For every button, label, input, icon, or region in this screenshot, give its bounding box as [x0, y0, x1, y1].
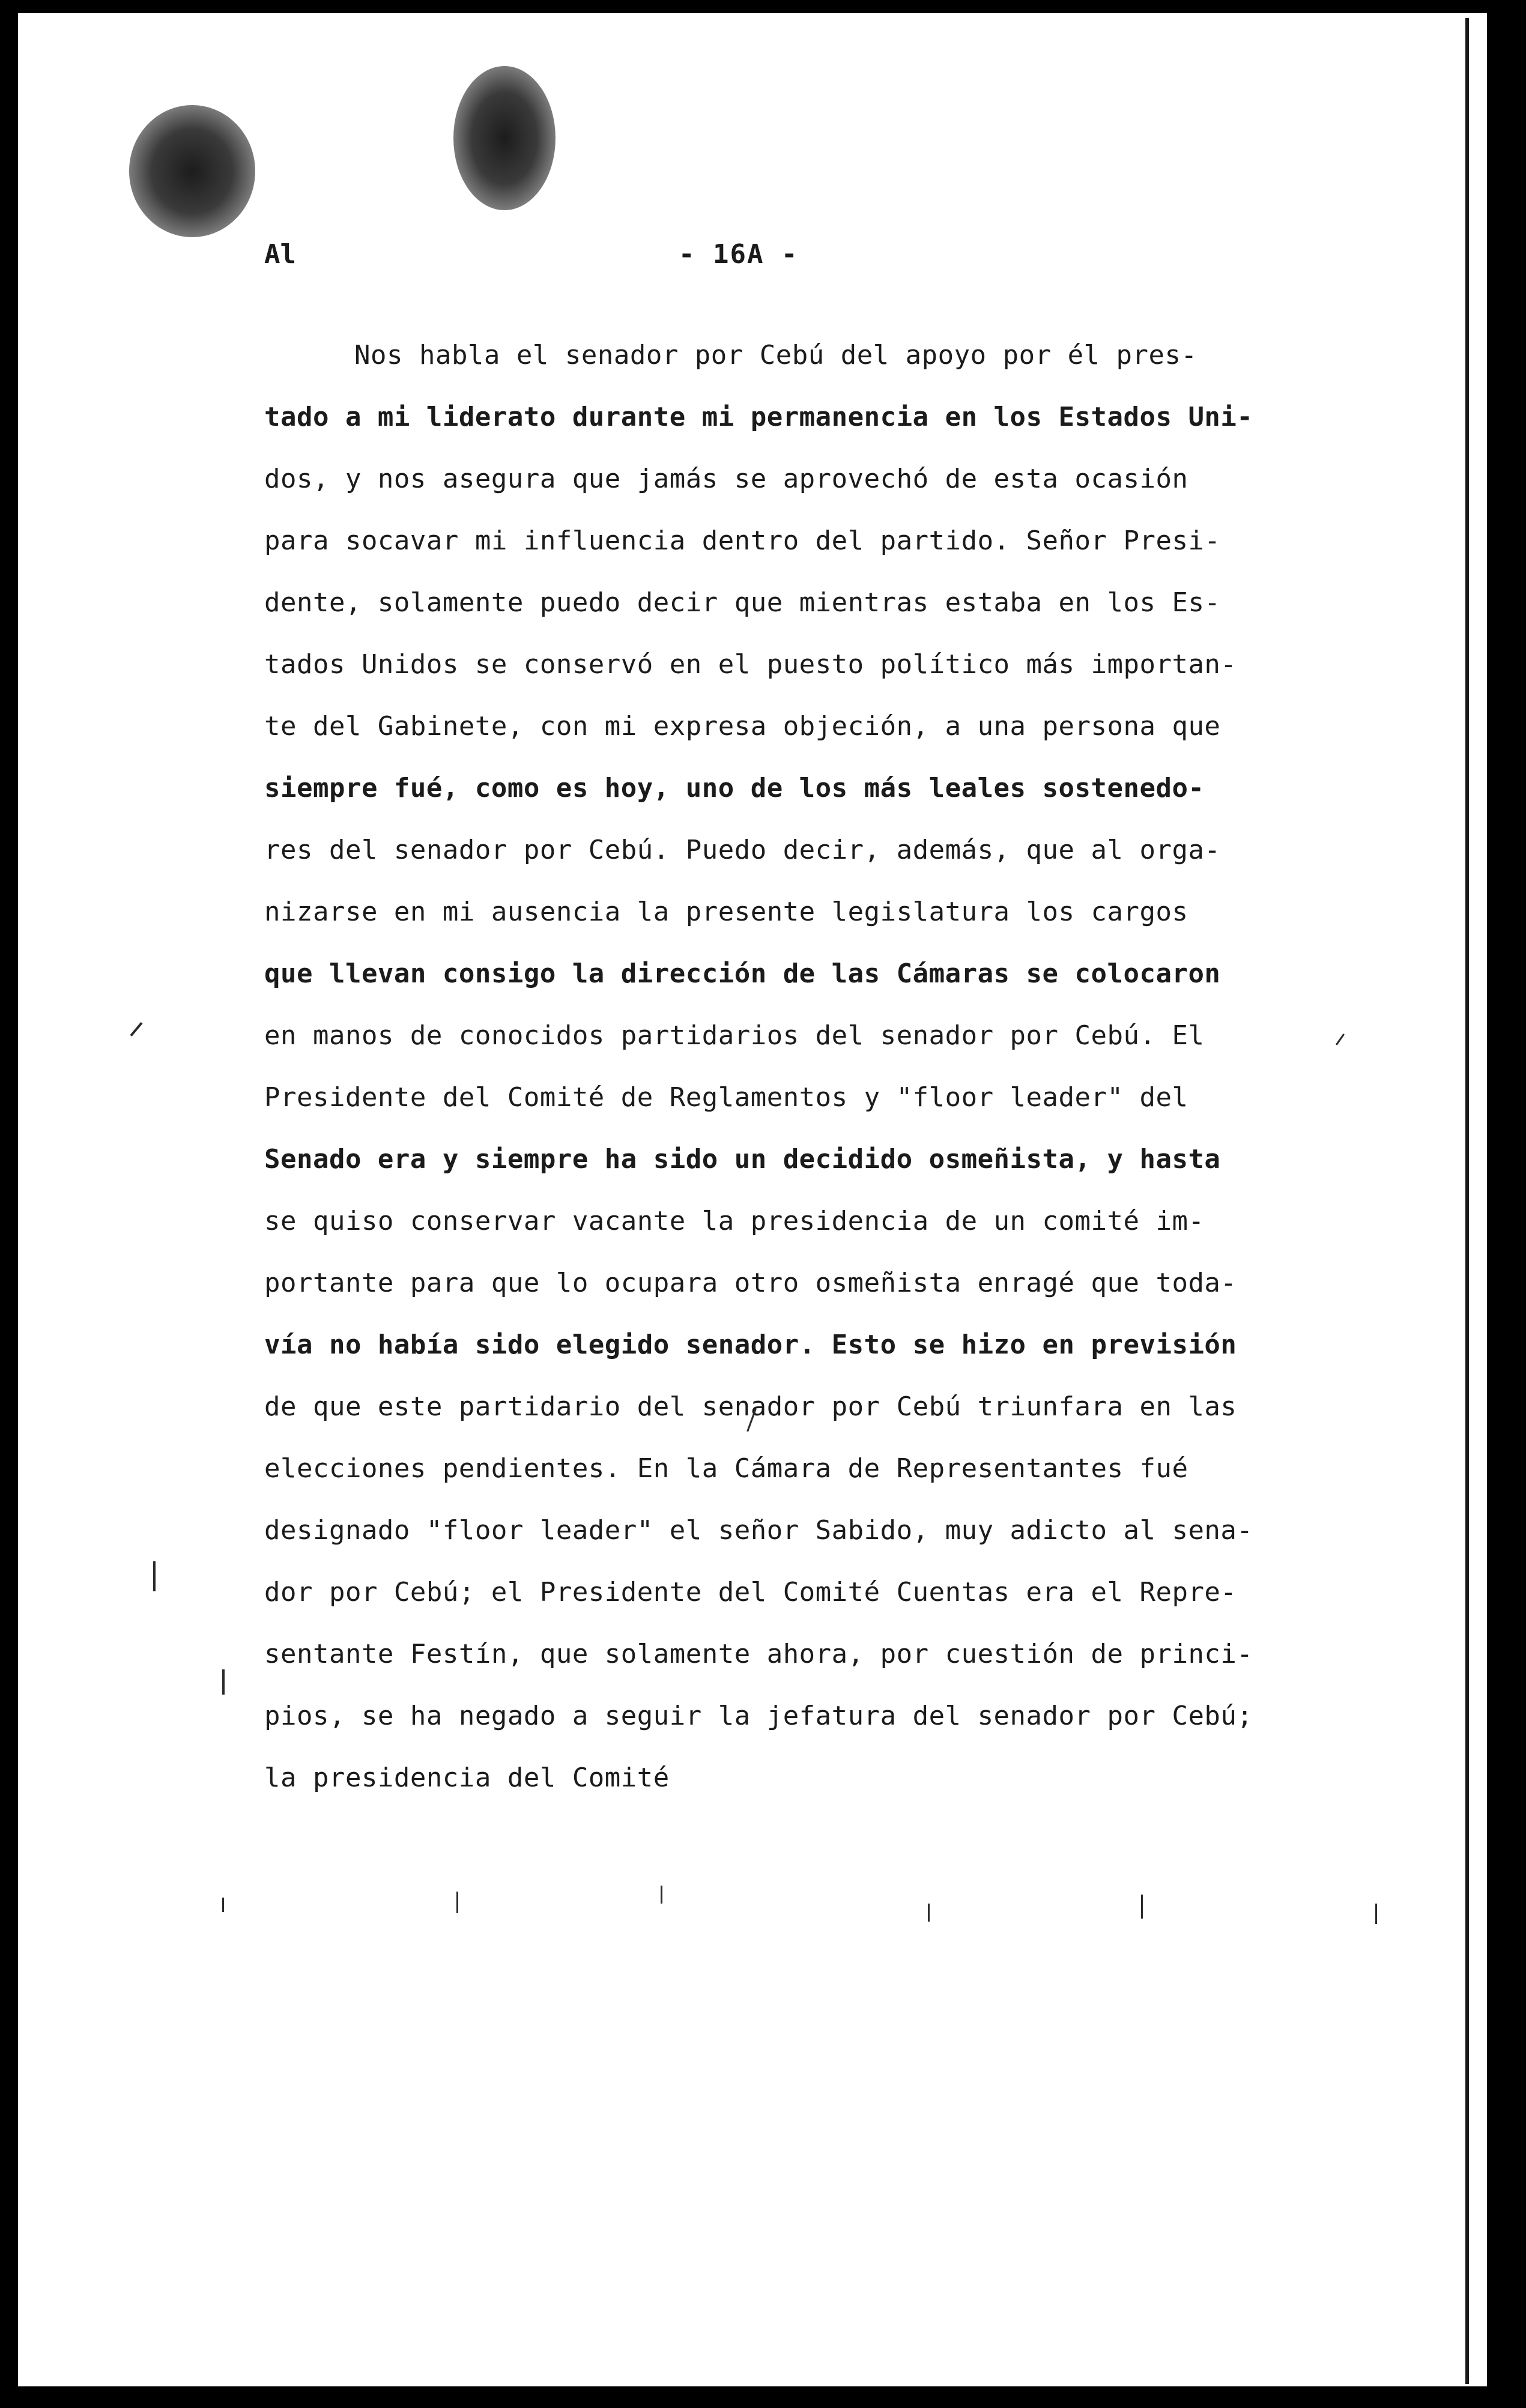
text-line: la presidencia del Comité — [264, 1762, 670, 1793]
page-edge-shadow — [1465, 18, 1469, 2384]
text-line: para socavar mi influencia dentro del partido. Señor Presi- — [264, 525, 1221, 556]
text-line: elecciones pendientes. En la Cámara de Representantes fué — [264, 1453, 1188, 1484]
text-line: se quiso conservar vacante la presidencia de un comité im- — [264, 1206, 1205, 1236]
text-line: dente, solamente puedo decir que mientras estaba en los Es- — [264, 587, 1221, 618]
scan-artifact — [222, 1898, 224, 1912]
text-line: de que este partidario del senador por Cebú triunfara en las — [264, 1391, 1237, 1422]
text-line: designado "floor leader" el señor Sabido, muy adicto al sena- — [264, 1515, 1253, 1546]
page-number: - 16A - — [679, 239, 799, 270]
text-line: res del senador por Cebú. Puedo decir, además, que al orga- — [264, 835, 1221, 865]
text-line: vía no había sido elegido senador. Esto se hizo en previsión — [264, 1330, 1237, 1360]
text-line: dor por Cebú; el Presidente del Comité Cuentas era el Repre- — [264, 1577, 1237, 1608]
typewritten-text — [264, 324, 1405, 1809]
scan-artifact — [222, 1669, 225, 1695]
text-line: que llevan consigo la dirección de las Cámaras se colocaron — [264, 958, 1221, 989]
text-line: sentante Festín, que solamente ahora, por cuestión de princi- — [264, 1639, 1253, 1669]
punch-hole-mark — [129, 105, 255, 237]
text-line: Nos habla el senador por Cebú del apoyo por él pres- — [354, 340, 1197, 371]
scan-artifact — [1375, 1904, 1377, 1924]
text-line: Presidente del Comité de Reglamentos y "floor leader" del — [264, 1082, 1188, 1113]
text-line: pios, se ha negado a seguir la jefatura del senador por Cebú; — [264, 1701, 1253, 1731]
text-line: siempre fué, como es hoy, uno de los más leales sostenedo- — [264, 773, 1205, 803]
page-header — [264, 239, 1405, 287]
text-line: te del Gabinete, con mi expresa objeción, a una persona que — [264, 711, 1221, 742]
text-line: tados Unidos se conservó en el puesto político más importan- — [264, 649, 1237, 680]
scan-artifact — [456, 1892, 458, 1913]
text-line: nizarse en mi ausencia la presente legislatura los cargos — [264, 897, 1188, 927]
page-reference: Al — [264, 239, 296, 270]
punch-hole-mark — [453, 66, 556, 210]
scan-artifact — [153, 1561, 156, 1591]
scan-artifact — [1141, 1895, 1143, 1919]
text-line: Senado era y siempre ha sido un decidido osmeñista, y hasta — [264, 1144, 1221, 1175]
text-line: portante para que lo ocupara otro osmeñista enragé que toda- — [264, 1268, 1237, 1298]
scan-artifact — [928, 1904, 930, 1922]
scan-artifact — [661, 1886, 662, 1904]
text-line: dos, y nos asegura que jamás se aprovechó de esta ocasión — [264, 464, 1188, 494]
text-line: tado a mi liderato durante mi permanencia en los Estados Uni- — [264, 402, 1253, 432]
text-line: en manos de conocidos partidarios del senador por Cebú. El — [264, 1020, 1205, 1051]
